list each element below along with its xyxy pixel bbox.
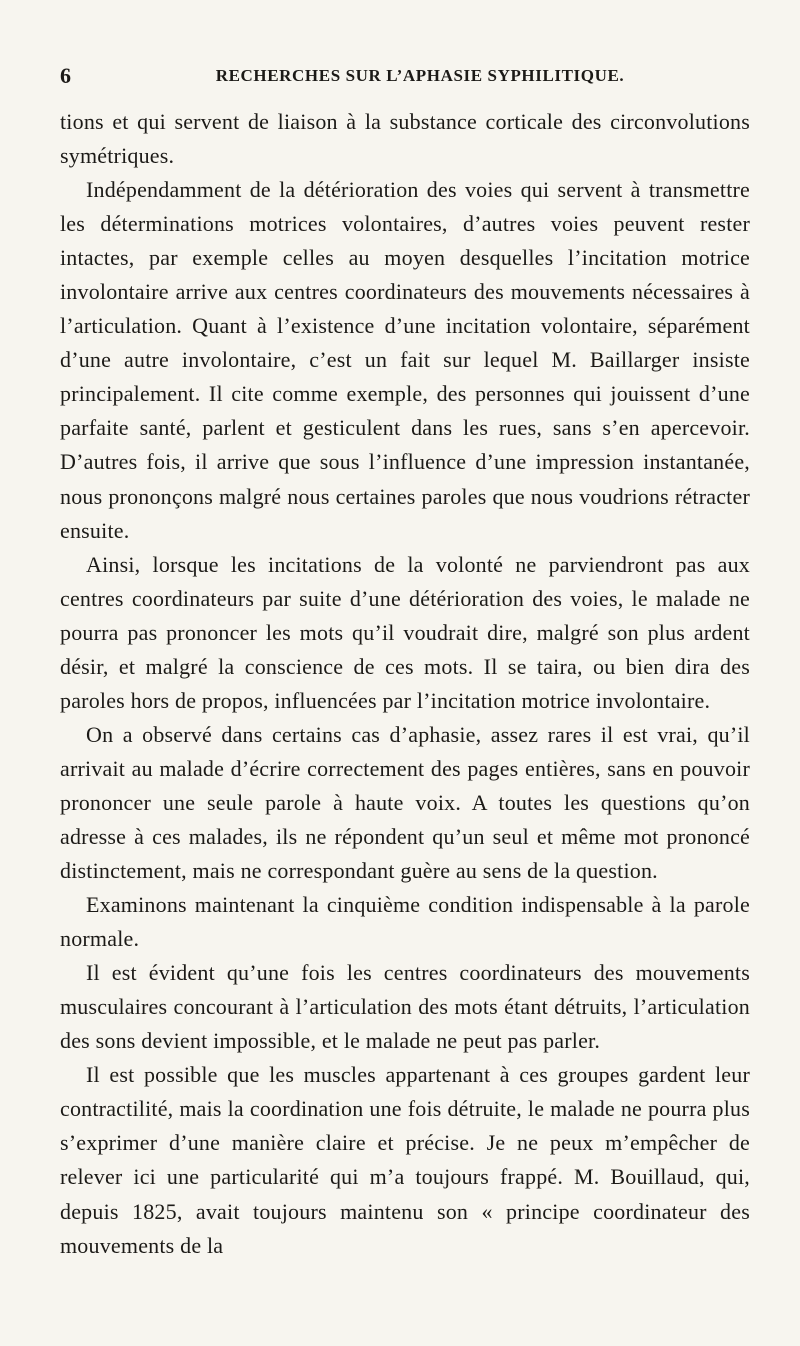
paragraph: Indépendamment de la détérioration des voies qui servent à transmettre les déterminations motrices volontaires, d’autres voies peuvent rester intactes, par exemple celles au moyen desquelles l’incitation motrice involontaire arrive aux centres coordinateurs des mouvements nécessaires à l’articulation. Quant à l’existence d’une incitation volontaire, séparément d’une autre involontaire, c’est un fait sur lequel M. Baillarger insiste principalement. Il cite comme exemple, des personnes qui jouissent d’une parfaite santé, parlent et gesticulent dans les rues, sans s’en apercevoir. D’autres fois, il arrive que sous l’influence d’une impression instantanée, nous prononçons malgré nous certaines paroles que nous voudrions rétracter ensuite.	[60, 177, 750, 543]
paragraph: tions et qui servent de liaison à la substance corticale des circonvolutions symétriques.	[60, 109, 750, 169]
paragraph: Il est possible que les muscles appartenant à ces groupes gardent leur contractilité, mais la coordination une fois détruite, le malade ne pourra plus s’exprimer d’une manière claire et précise. Je ne peux m’empêcher de relever ici une particularité qui m’a toujours frappé. M. Bouillaud, qui, depuis 1825, avait toujours maintenu son « principe coordinateur des mouvements de la	[60, 1062, 750, 1258]
running-head	[60, 62, 750, 92]
page-number: 6	[60, 63, 71, 88]
running-title: RECHERCHES SUR L’APHASIE SYPHILITIQUE.	[215, 66, 625, 85]
paragraph: Ainsi, lorsque les incitations de la volonté ne parviendront pas aux centres coordinateurs par suite d’une détérioration des voies, le malade ne pourra pas prononcer les mots qu’il voudrait dire, malgré son plus ardent désir, et malgré la conscience de ces mots. Il se taira, ou bien dira des paroles hors de propos, influencées par l’incitation motrice involontaire.	[60, 551, 750, 713]
body-text	[60, 105, 750, 1263]
paragraph: Il est évident qu’une fois les centres coordinateurs des mouvements musculaires concourant à l’articulation des mots étant détruits, l’articulation des sons devient impossible, et le malade ne peut pas parler.	[60, 960, 750, 1054]
paragraph: Examinons maintenant la cinquième condition indispensable à la parole normale.	[60, 892, 750, 952]
paragraph: On a observé dans certains cas d’aphasie, assez rares il est vrai, qu’il arrivait au malade d’écrire correctement des pages entières, sans en pouvoir prononcer une seule parole à haute voix. A toutes les questions qu’on adresse à ces malades, ils ne répondent qu’un seul et même mot prononcé distinctement, mais ne correspondant guère au sens de la question.	[60, 721, 750, 884]
